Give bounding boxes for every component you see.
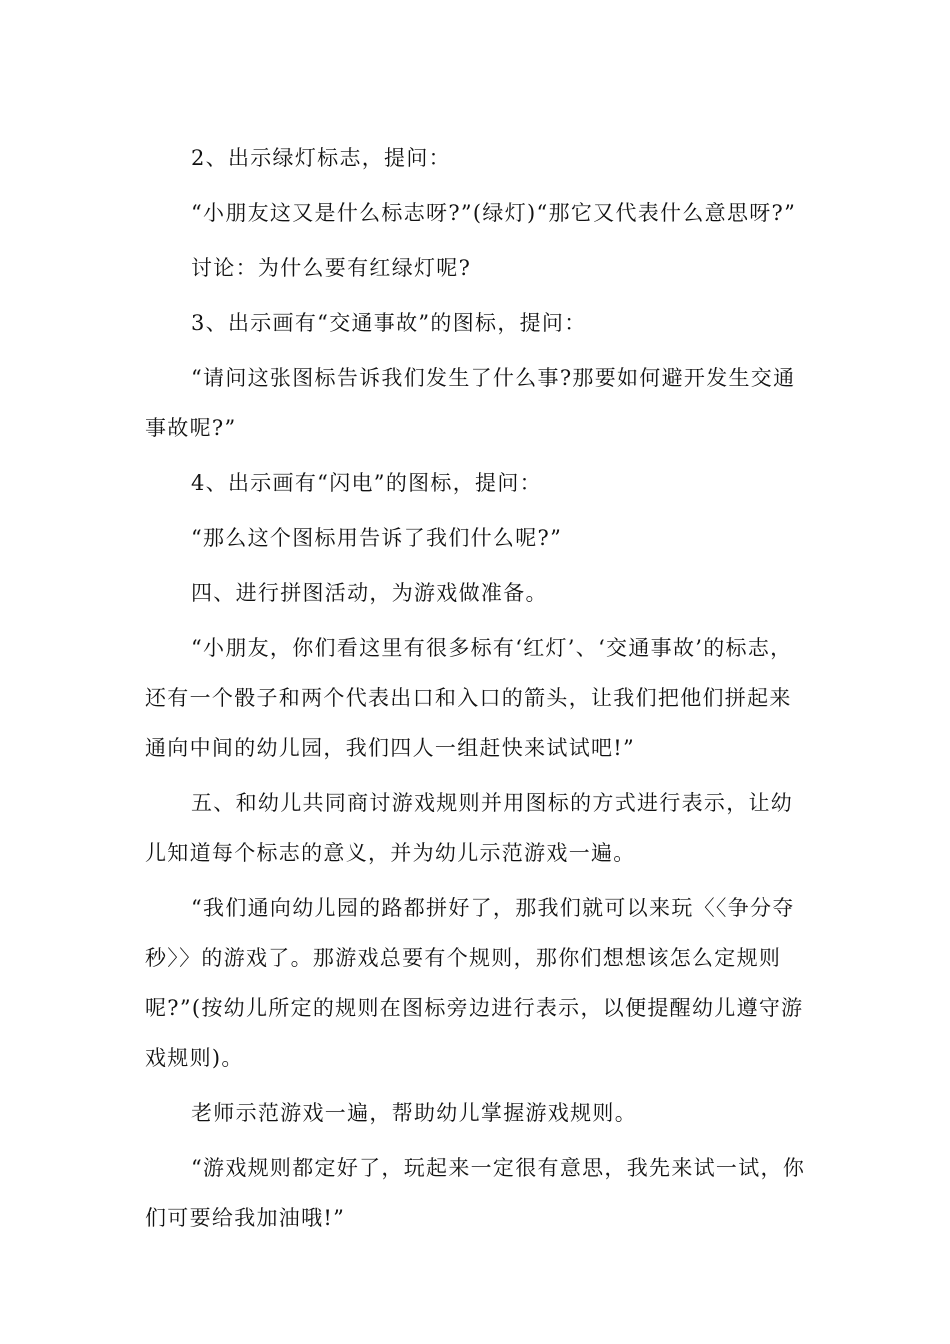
paragraph: “小朋友这又是什么标志呀?”(绿灯)“那它又代表什么意思呀?” bbox=[191, 201, 797, 225]
paragraph: 四、进行拼图活动，为游戏做准备。 bbox=[191, 581, 548, 605]
paragraph: 4、出示画有“闪电”的图标，提问： bbox=[191, 471, 542, 495]
document-body bbox=[145, 133, 810, 1248]
paragraph: 2、出示绿灯标志，提问： bbox=[191, 146, 451, 170]
paragraph: “我们通向幼儿园的路都拼好了，那我们就可以来玩〈〈争分夺秒〉〉的游戏了。那游戏总要有个规则，那你们想想该怎么定规则呢?”(按幼儿所定的规则在图标旁边进行表示，以便提醒幼儿遵守游戏规则)。 bbox=[145, 896, 804, 1070]
paragraph: 五、和幼儿共同商讨游戏规则并用图标的方式进行表示，让幼儿知道每个标志的意义，并为幼儿示范游戏一遍。 bbox=[145, 791, 794, 865]
paragraph: “小朋友，你们看这里有很多标有‘红灯’、‘交通事故’的标志，还有一个骰子和两个代表出口和入口的箭头，让我们把他们拼起来通向中间的幼儿园，我们四人一组赶快来试试吧!” bbox=[145, 636, 793, 760]
paragraph: 3、出示画有“交通事故”的图标，提问： bbox=[191, 311, 587, 335]
paragraph: “游戏规则都定好了，玩起来一定很有意思，我先来试一试，你们可要给我加油哦!” bbox=[145, 1156, 806, 1230]
paragraph: “请问这张图标告诉我们发生了什么事?那要如何避开发生交通事故呢?” bbox=[145, 366, 796, 440]
paragraph: 讨论：为什么要有红绿灯呢? bbox=[191, 256, 472, 280]
paragraph: 老师示范游戏一遍，帮助幼儿掌握游戏规则。 bbox=[191, 1101, 637, 1125]
paragraph: “那么这个图标用告诉了我们什么呢?” bbox=[191, 526, 563, 550]
